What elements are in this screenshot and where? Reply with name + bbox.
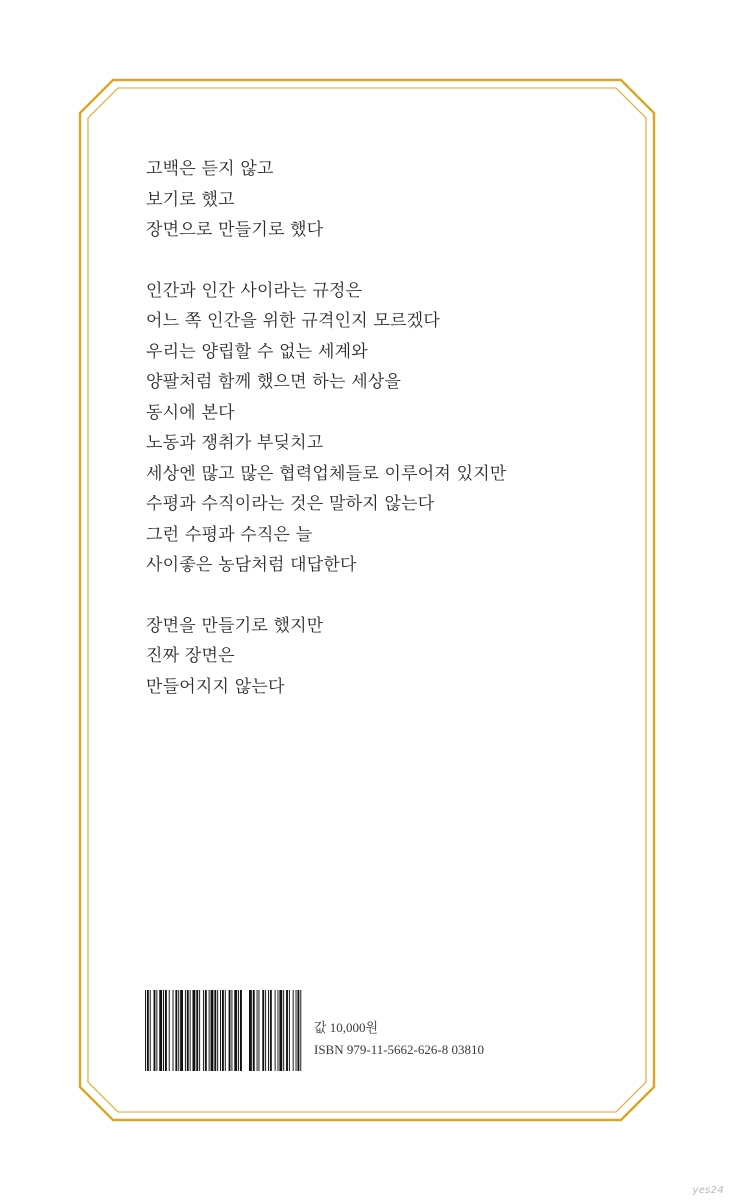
barcode-bar — [214, 990, 216, 1071]
barcode-bar — [173, 990, 174, 1071]
barcode-bar — [199, 990, 200, 1071]
poem-line: 인간과 인간 사이라는 규정은 — [146, 280, 363, 301]
barcode-bar — [211, 990, 214, 1071]
poem-line: 고백은 듣지 않고 — [146, 159, 274, 179]
barcode-bar — [222, 990, 224, 1071]
barcode-bar — [209, 990, 210, 1071]
barcode-bar — [185, 990, 186, 1071]
poem-line: 어느 쪽 인간을 위한 규격인지 모르겠다 — [146, 311, 440, 331]
barcode-bar — [300, 990, 301, 1071]
poem-line: 만들어지지 않는다 — [146, 676, 285, 697]
poem-stanza-2 — [146, 276, 626, 581]
barcode-bar — [279, 990, 282, 1071]
watermark-logo: yes24 — [692, 1185, 724, 1196]
barcode-bar — [275, 990, 276, 1071]
barcode-bar — [238, 990, 239, 1071]
barcode-bar — [225, 990, 226, 1071]
barcode-bar — [229, 990, 231, 1071]
price-label: 값 10,000원 — [314, 1020, 379, 1035]
barcode-bar — [190, 990, 191, 1071]
barcode-bar — [203, 990, 204, 1071]
isbn-label: ISBN 979-11-5662-626-8 03810 — [314, 1042, 484, 1057]
barcode-bar — [278, 990, 279, 1071]
barcode-bar — [253, 990, 255, 1071]
barcode-bar — [249, 990, 252, 1071]
price-info — [314, 1017, 484, 1061]
barcode-bar — [165, 990, 167, 1071]
barcode-bar — [286, 990, 288, 1071]
barcode-bar — [265, 990, 266, 1071]
barcode-bar — [234, 990, 237, 1071]
barcode-bar — [175, 990, 177, 1071]
barcode-bar — [180, 990, 183, 1071]
barcode-bar — [169, 990, 170, 1071]
poem-line: 사이좋은 농담처럼 대답한다 — [146, 555, 357, 575]
poem-line: 수평과 수직이라는 것은 말하지 않는다 — [146, 494, 435, 514]
poem-line: 세상엔 많고 많은 협력업체들로 이루어져 있지만 — [146, 463, 507, 484]
barcode-bar — [217, 990, 218, 1071]
barcode-bar — [259, 990, 260, 1071]
poem-stanza-1 — [146, 154, 626, 246]
barcode-bar — [150, 990, 151, 1071]
barcode-bar — [293, 990, 294, 1071]
barcode-bar — [163, 990, 164, 1071]
barcode-bar — [283, 990, 284, 1071]
poem-line: 동시에 본다 — [146, 402, 235, 423]
poem-line: 보기로 했고 — [146, 189, 235, 210]
barcode-bar — [156, 990, 157, 1071]
barcode-bar — [257, 990, 258, 1071]
barcode-bar — [231, 990, 232, 1071]
poem-line: 진짜 장면은 — [146, 646, 235, 666]
barcode-bar — [187, 990, 189, 1071]
poem-line: 장면을 만들기로 했지만 — [146, 615, 324, 636]
poem-line: 노동과 쟁취가 부딪치고 — [146, 433, 324, 453]
barcode-bar — [268, 990, 269, 1071]
poem-stanza-3 — [146, 611, 626, 703]
barcode-bar — [196, 990, 198, 1071]
barcode-bar — [262, 990, 264, 1071]
barcode-bar — [270, 990, 272, 1071]
barcode-bar — [145, 990, 146, 1071]
poem-line: 양팔처럼 함께 했으면 하는 세상을 — [146, 372, 402, 392]
barcode-bar — [297, 990, 299, 1071]
barcode-bar — [289, 990, 290, 1071]
poem — [146, 154, 626, 702]
barcode-bar — [147, 990, 149, 1071]
barcode-bar — [178, 990, 179, 1071]
barcode-bar — [154, 990, 156, 1071]
barcode-bar — [193, 990, 196, 1071]
barcode-bar — [205, 990, 207, 1071]
poem-line: 장면으로 만들기로 했다 — [146, 220, 324, 240]
poem-line: 우리는 양립할 수 없는 세계와 — [146, 341, 368, 362]
barcode-bar — [159, 990, 162, 1071]
barcode-bar — [240, 990, 242, 1071]
barcode-bar — [220, 990, 221, 1071]
barcode-bar — [296, 990, 297, 1071]
poem-line: 그런 수평과 수직은 늘 — [146, 524, 313, 545]
barcode-image — [145, 990, 303, 1071]
